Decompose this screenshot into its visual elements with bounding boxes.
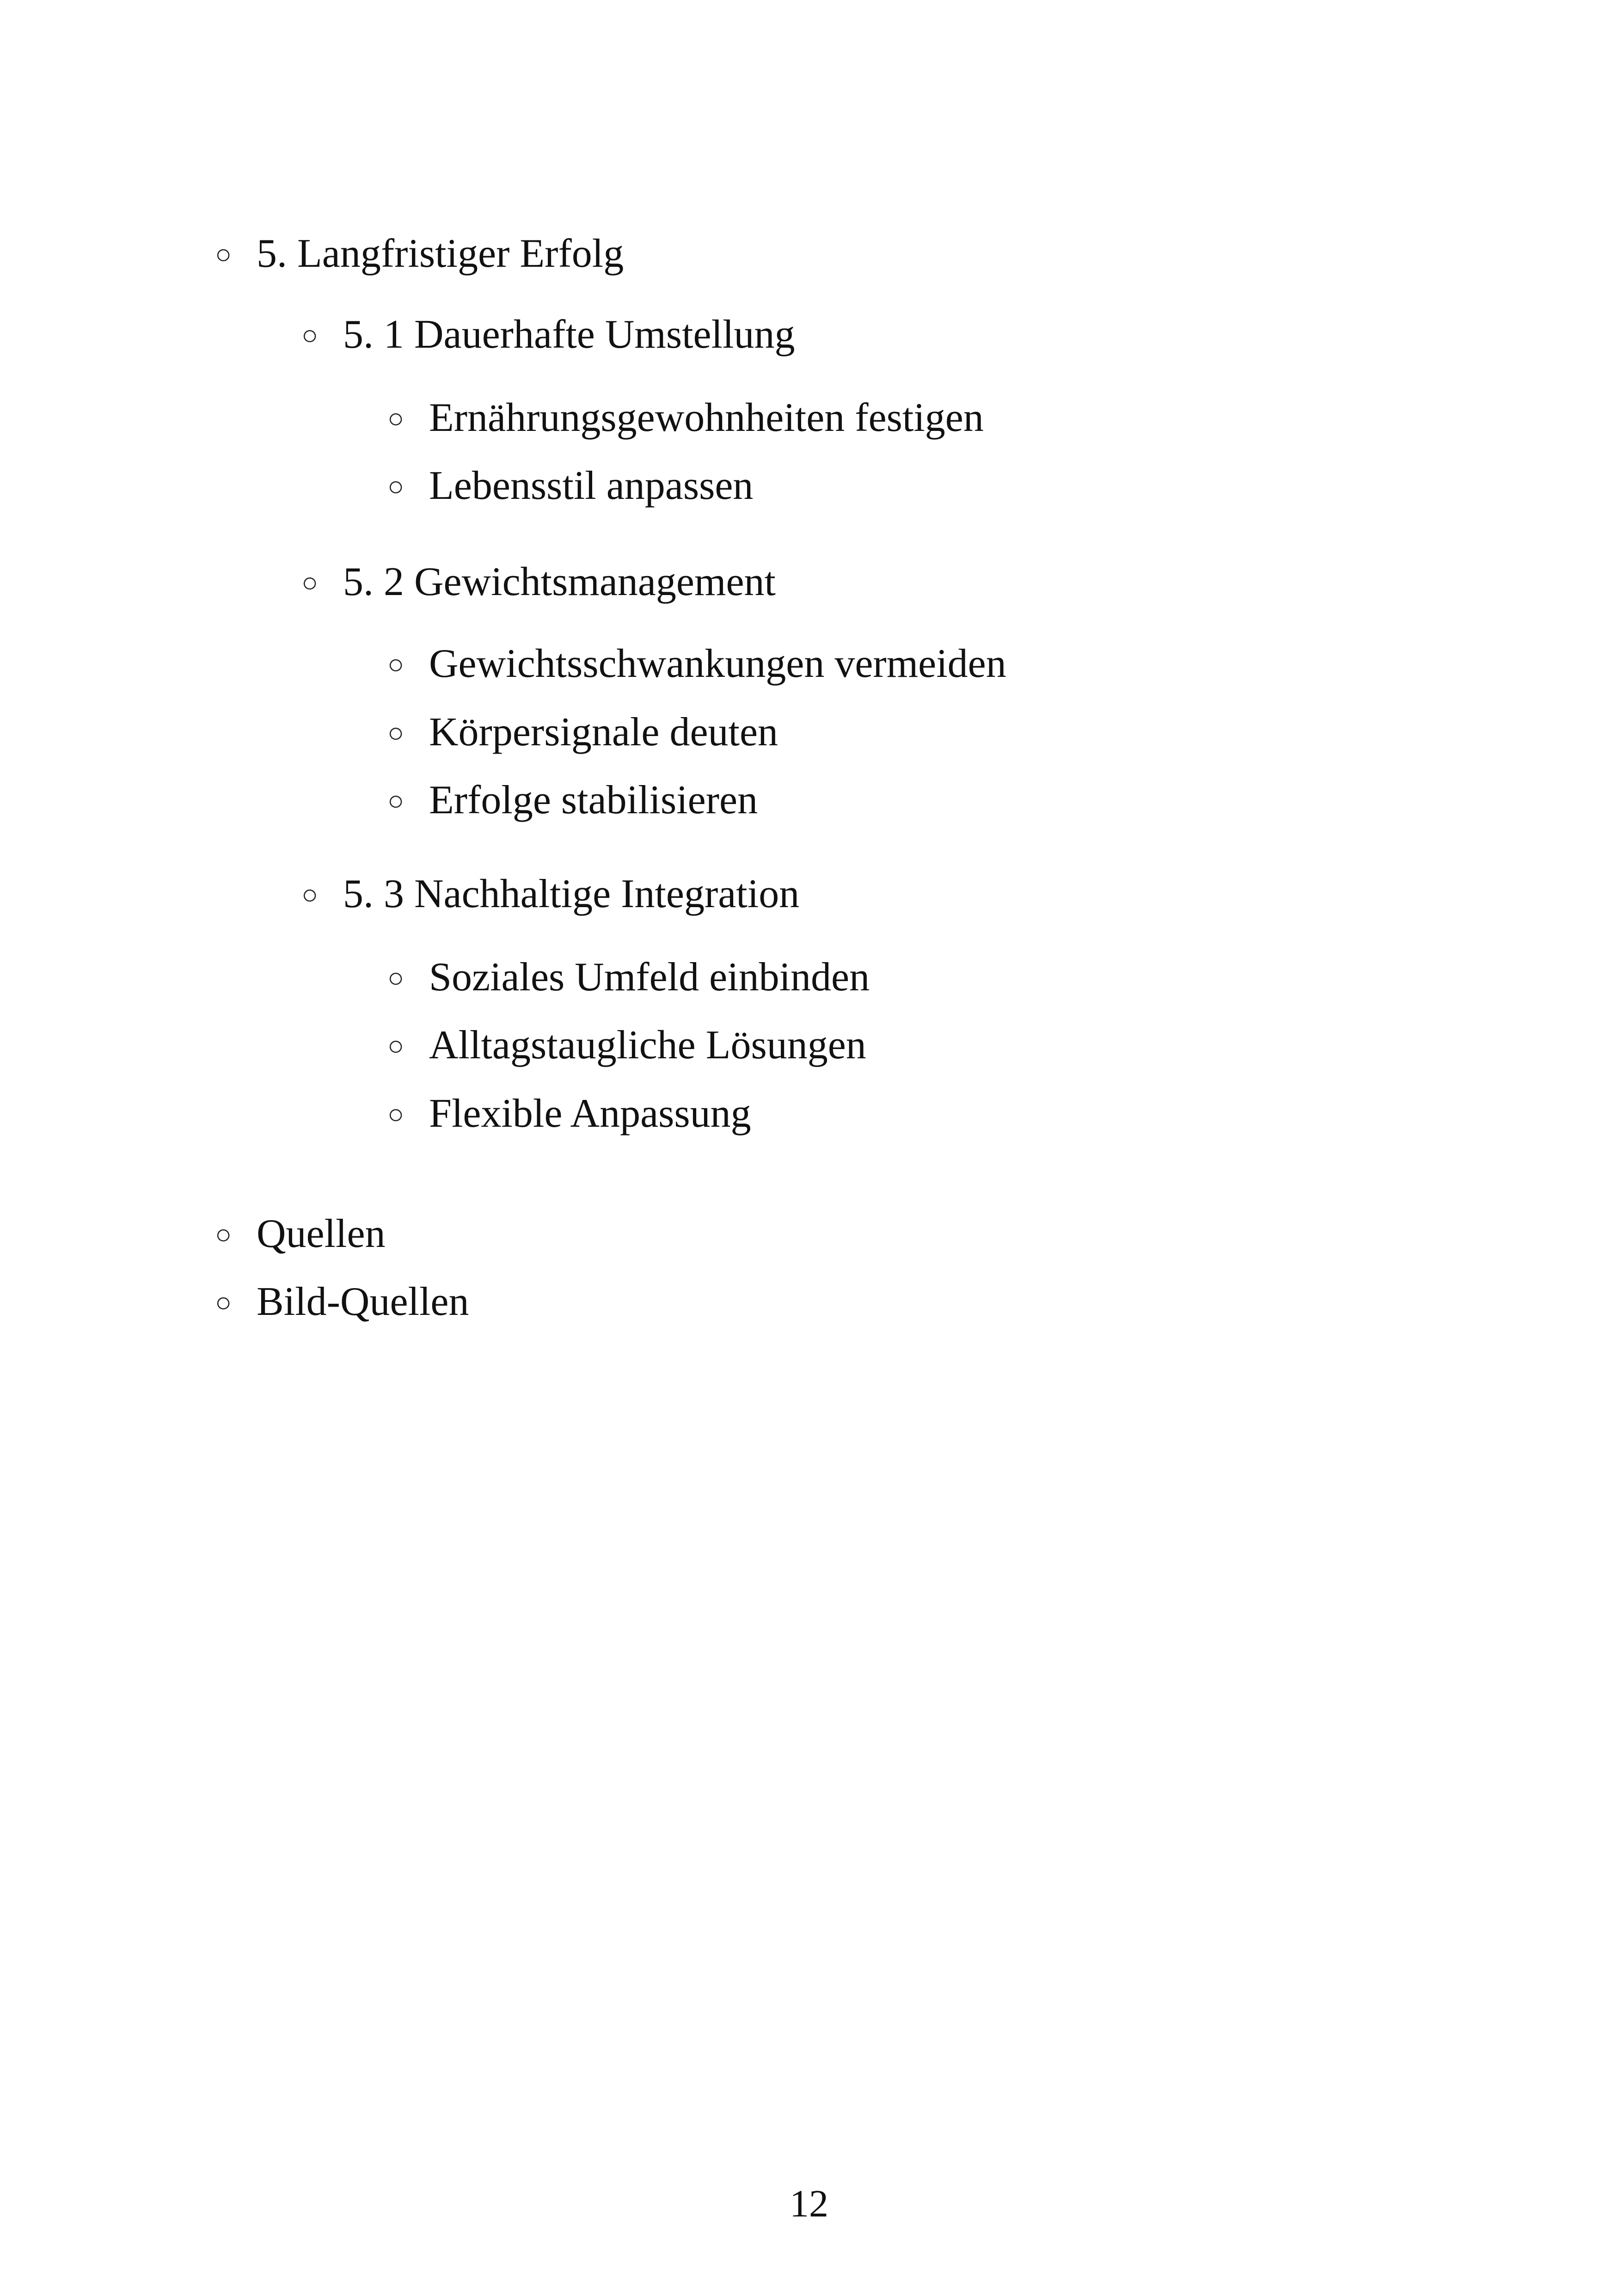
bullet-icon: ○ xyxy=(387,403,404,434)
toc-item: Körpersignale deuten xyxy=(429,710,778,755)
bullet-icon: ○ xyxy=(387,963,404,993)
toc-item: Gewichtsschwankungen vermeiden xyxy=(429,641,1006,686)
toc-sources: Quellen xyxy=(257,1211,386,1256)
bullet-icon: ○ xyxy=(215,1287,232,1318)
bullet-icon: ○ xyxy=(215,239,232,270)
bullet-icon: ○ xyxy=(387,649,404,680)
toc-item: Alltagstaugliche Lösungen xyxy=(429,1023,866,1068)
bullet-icon: ○ xyxy=(301,567,319,598)
toc-item: Ernährungsgewohnheiten festigen xyxy=(429,395,984,440)
toc-item: Erfolge stabilisieren xyxy=(429,778,758,823)
toc-subsection-5-2: 5. 2 Gewichtsmanagement xyxy=(343,559,776,604)
bullet-icon: ○ xyxy=(301,879,319,910)
bullet-icon: ○ xyxy=(387,718,404,748)
bullet-icon: ○ xyxy=(387,1031,404,1061)
toc-item: Lebensstil anpassen xyxy=(429,463,754,508)
bullet-icon: ○ xyxy=(387,1099,404,1130)
toc-image-sources: Bild-Quellen xyxy=(257,1279,469,1324)
toc-subsection-5-1: 5. 1 Dauerhafte Umstellung xyxy=(343,312,795,357)
bullet-icon: ○ xyxy=(215,1219,232,1250)
toc-subsection-5-3: 5. 3 Nachhaltige Integration xyxy=(343,872,800,916)
page-number: 12 xyxy=(790,2182,828,2225)
bullet-icon: ○ xyxy=(387,786,404,816)
bullet-icon: ○ xyxy=(301,320,319,350)
toc-item: Flexible Anpassung xyxy=(429,1091,751,1136)
bullet-icon: ○ xyxy=(387,471,404,502)
toc-item: Soziales Umfeld einbinden xyxy=(429,955,870,1000)
toc-section-5: 5. Langfristiger Erfolg xyxy=(257,231,624,276)
